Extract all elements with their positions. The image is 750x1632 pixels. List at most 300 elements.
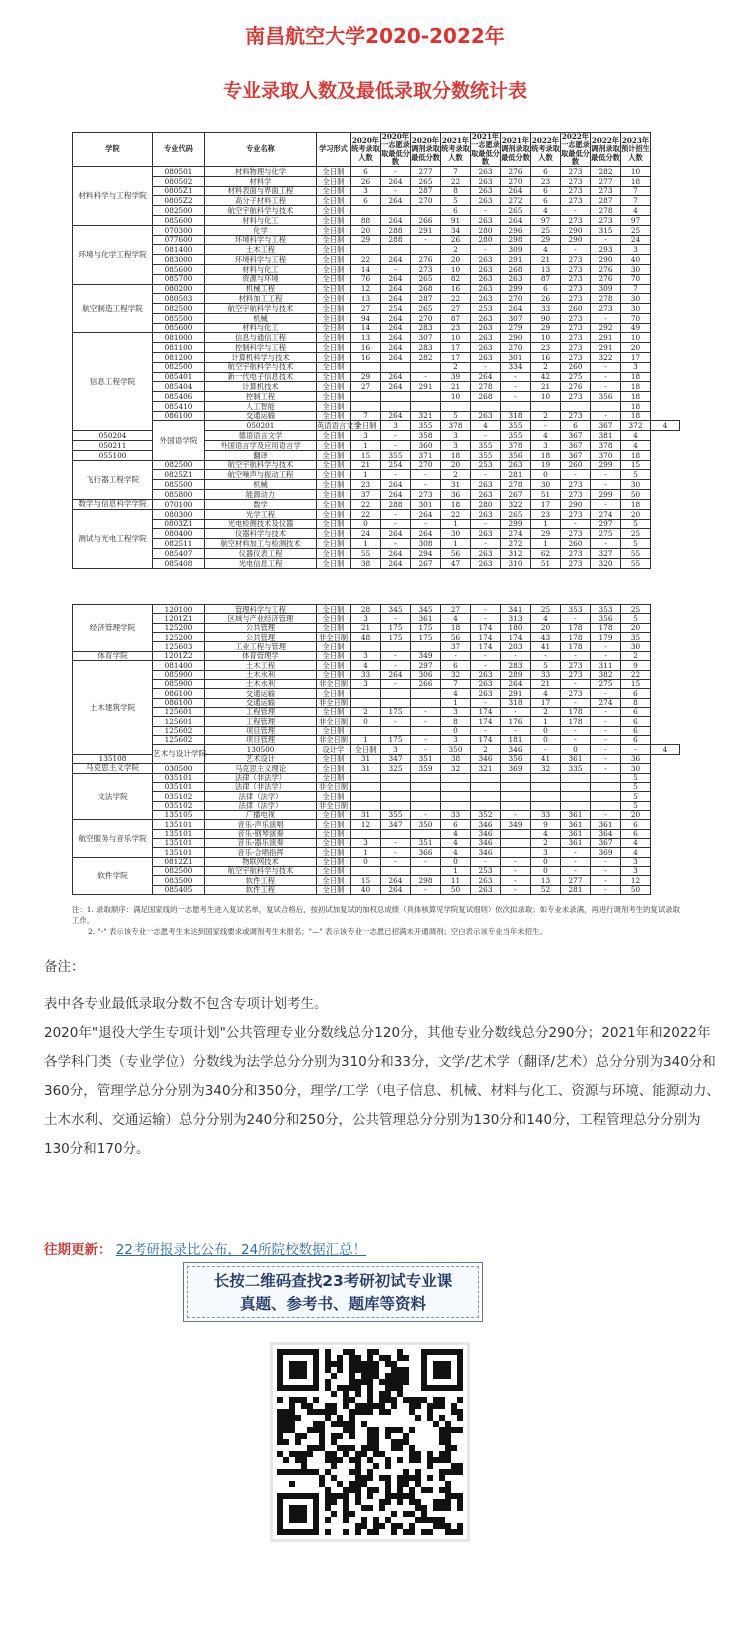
table-cell: 航空宇航科学与技术: [205, 362, 317, 372]
table-cell: 273: [561, 333, 591, 343]
table-cell: 264: [501, 216, 531, 226]
table-cell: 085406: [153, 392, 205, 402]
table-cell: 263: [471, 196, 501, 206]
table-cell: 299: [501, 519, 531, 529]
table-cell: 3: [351, 431, 381, 441]
table-cell: 280: [471, 225, 501, 235]
table-cell: 8: [621, 698, 651, 707]
table-cell: 264: [381, 558, 411, 568]
table-cell: 273: [591, 216, 621, 226]
table-cell: 347: [381, 820, 411, 829]
table-cell: 3: [351, 186, 381, 196]
table-cell: 273: [561, 411, 591, 421]
table-cell: 360: [411, 441, 441, 451]
table-cell: -: [591, 382, 621, 392]
table-cell: 309: [501, 245, 531, 255]
table-cell: [351, 773, 381, 782]
table-cell: 372: [621, 421, 651, 431]
table-cell: 全日制: [317, 773, 351, 782]
table-cell: [411, 401, 441, 411]
table-cell: 6: [441, 820, 471, 829]
table-cell: 1: [351, 441, 381, 451]
table-cell: 18: [441, 623, 471, 632]
table-cell: 机械工程: [205, 284, 317, 294]
table-cell: -: [411, 857, 441, 866]
table-cell: 291: [591, 333, 621, 343]
table-row: [73, 255, 680, 265]
table-cell: 135101: [153, 848, 205, 857]
table-cell: 273: [561, 343, 591, 353]
table-cell: 18: [531, 450, 561, 460]
table-cell: 33: [441, 810, 471, 819]
table-cell: 081100: [153, 343, 205, 353]
table-cell: [411, 642, 441, 651]
table-cell: 270: [501, 294, 531, 304]
table-cell: -: [471, 726, 501, 735]
table-cell: -: [471, 431, 501, 441]
table-cell: 272: [501, 539, 531, 549]
table-cell: 5: [621, 614, 651, 623]
table-cell: 全日制: [317, 499, 351, 509]
table-cell: 20: [351, 225, 381, 235]
header-cell: 2020年统考录取人数: [351, 133, 381, 167]
college-cell: 数学与信息科学学院: [73, 499, 153, 509]
table-cell: 0812Z1: [153, 857, 205, 866]
table-cell: -: [591, 866, 621, 875]
table-cell: 光学工程: [205, 509, 317, 519]
table-cell: 32: [441, 763, 471, 773]
table-cell: 法律（非法学）: [205, 782, 317, 791]
table-cell: 22: [351, 509, 381, 519]
qr-code-image[interactable]: [270, 1342, 470, 1542]
table-cell: 274: [591, 698, 621, 707]
table-cell: 2: [531, 707, 561, 716]
table-cell: 全日制: [317, 754, 351, 763]
table-cell: 297: [411, 661, 441, 670]
table-cell: 267: [501, 489, 531, 499]
table-cell: 035102: [153, 801, 205, 810]
table-cell: 10: [621, 167, 651, 177]
table-cell: 16: [441, 284, 471, 294]
table-cell: 55: [621, 558, 651, 568]
table-cell: [411, 782, 441, 791]
past-updates: [44, 1238, 366, 1258]
table-cell: 355: [471, 441, 501, 451]
table-cell: 控制工程: [205, 392, 317, 402]
table-cell: -: [381, 186, 411, 196]
table-cell: 全日制: [317, 726, 351, 735]
table-cell: 289: [501, 670, 531, 679]
table-cell: 181: [501, 735, 531, 744]
table-cell: 361: [561, 829, 591, 838]
table-cell: 3: [381, 421, 411, 431]
table-cell: 378: [591, 441, 621, 451]
table-cell: 全日制: [317, 642, 351, 651]
table-cell: [411, 726, 441, 735]
admission-table-1: [72, 132, 680, 569]
table-cell: 工程管理: [205, 707, 317, 716]
table-row: [73, 866, 680, 875]
table-cell: 0: [441, 726, 471, 735]
table-cell: 17: [531, 499, 561, 509]
table-cell: 2: [441, 245, 471, 255]
table-cell: [561, 401, 591, 411]
table-cell: -: [561, 614, 591, 623]
table-cell: [501, 401, 531, 411]
table-cell: 30: [441, 529, 471, 539]
table-cell: -: [381, 264, 411, 274]
table-cell: [501, 792, 531, 801]
table-cell: 36: [441, 489, 471, 499]
table-cell: 274: [501, 529, 531, 539]
table-cell: 050211: [73, 441, 153, 451]
table-cell: 4: [441, 689, 471, 698]
table-cell: 32: [531, 763, 561, 773]
table-cell: -: [471, 539, 501, 549]
table-cell: 全日制: [317, 614, 351, 623]
table-cell: 0: [561, 745, 591, 754]
table-cell: 350: [441, 745, 471, 754]
table-cell: 265: [501, 206, 531, 216]
table-cell: 7: [621, 186, 651, 196]
table-cell: 25: [621, 529, 651, 539]
table-cell: 5: [531, 661, 561, 670]
table-cell: 321: [471, 763, 501, 773]
table-cell: -: [471, 470, 501, 480]
table-cell: 42: [531, 372, 561, 382]
table-cell: 环境科学与工程: [205, 235, 317, 245]
table-cell: 全日制: [317, 519, 351, 529]
table-cell: 4: [441, 829, 471, 838]
table-cell: 268: [411, 284, 441, 294]
table-cell: 346: [471, 820, 501, 829]
table-cell: -: [561, 698, 591, 707]
table-row: [73, 509, 680, 519]
table-cell: -: [501, 866, 531, 875]
table-cell: 281: [561, 885, 591, 895]
table-cell: 全日制: [317, 274, 351, 284]
table-row: [73, 558, 680, 568]
table-cell: 56: [441, 548, 471, 558]
table-cell: 253: [471, 866, 501, 875]
table-cell: 14: [351, 264, 381, 274]
table-cell: 175: [381, 735, 411, 744]
table-cell: -: [411, 717, 441, 726]
table-cell: -: [471, 519, 501, 529]
table-cell: 263: [471, 876, 501, 885]
table-cell: 176: [501, 717, 531, 726]
table-cell: 10: [441, 333, 471, 343]
table-cell: -: [381, 857, 411, 866]
table-cell: 263: [471, 274, 501, 284]
table-cell: 263: [471, 885, 501, 895]
table-cell: -: [411, 745, 441, 754]
table-cell: 085600: [153, 216, 205, 226]
table-cell: 70: [621, 274, 651, 284]
table-row: [73, 717, 680, 726]
table-cell: 175: [381, 707, 411, 716]
table-cell: 264: [411, 529, 441, 539]
table-cell: [351, 245, 381, 255]
table-cell: -: [381, 470, 411, 480]
table-cell: 276: [411, 255, 441, 265]
table-cell: 39: [441, 372, 471, 382]
table-cell: 278: [591, 294, 621, 304]
table-cell: 264: [381, 670, 411, 679]
table-cell: 交通运输: [205, 411, 317, 421]
header-cell: 专业名称: [205, 133, 317, 167]
table-cell: 音乐-钢琴演奏: [205, 829, 317, 838]
past-updates-link[interactable]: 22考研报录比公布，24所院校数据汇总！: [115, 1242, 367, 1258]
table-cell: 全日制: [317, 401, 351, 411]
table-cell: 18: [621, 411, 651, 421]
table-row: [73, 820, 680, 829]
table-cell: 20: [531, 623, 561, 632]
table-cell: 22: [441, 176, 471, 186]
table-cell: 135101: [153, 838, 205, 847]
table-cell: 263: [471, 679, 501, 688]
table-cell: 36: [621, 754, 651, 763]
table-cell: 材料物理与化学: [205, 167, 317, 177]
table-cell: -: [591, 885, 621, 895]
table-cell: 21: [441, 382, 471, 392]
table-cell: -: [471, 651, 501, 661]
college-cell: 环境与化学工程学院: [73, 225, 153, 284]
table-row: [73, 529, 680, 539]
table-cell: 56: [441, 632, 471, 641]
table-cell: 全日制: [317, 558, 351, 568]
table-cell: 264: [381, 885, 411, 895]
header-cell: 2023年预计招生人数: [621, 133, 651, 167]
table-cell: [351, 206, 381, 216]
table-cell: [351, 792, 381, 801]
table-cell: 299: [591, 489, 621, 499]
table-cell: 0: [531, 726, 561, 735]
table-cell: 光电检测技术及仪器: [205, 519, 317, 529]
table-cell: -: [501, 392, 531, 402]
table-cell: 18: [621, 372, 651, 382]
table-cell: 项目管理: [205, 726, 317, 735]
table-cell: 273: [561, 670, 591, 679]
table-cell: 全日制: [317, 470, 351, 480]
table-cell: 广播电视: [205, 810, 317, 819]
table-cell: 085800: [153, 489, 205, 499]
table-cell: 125602: [153, 726, 205, 735]
table-cell: [381, 866, 411, 875]
table-cell: 085404: [153, 382, 205, 392]
table-cell: 254: [381, 304, 411, 314]
table-cell: [381, 792, 411, 801]
table-cell: 290: [561, 235, 591, 245]
table-cell: 全日制: [317, 820, 351, 829]
table-cell: 264: [501, 186, 531, 196]
table-row: [73, 876, 680, 885]
table-cell: 276: [561, 382, 591, 392]
table-cell: 数学: [205, 499, 317, 509]
admission-table-2: [72, 604, 680, 895]
table-cell: 260: [561, 539, 591, 549]
table-cell: 6: [621, 707, 651, 716]
table-row: [73, 313, 680, 323]
header-cell: 2020年一志愿录取最低分数: [381, 132, 410, 166]
page-title: 南昌航空大学2020-2022年: [245, 24, 505, 48]
table-cell: 3: [351, 838, 381, 847]
table-cell: 263: [471, 284, 501, 294]
table-cell: 367: [591, 421, 621, 431]
table-cell: -: [591, 362, 621, 372]
table-cell: 359: [411, 763, 441, 773]
table-cell: 3: [621, 857, 651, 866]
table-cell: 29: [531, 323, 561, 333]
table-cell: 264: [381, 343, 411, 353]
table-cell: 080300: [153, 509, 205, 519]
table-cell: 1: [441, 519, 471, 529]
table-cell: 30: [621, 642, 651, 651]
table-cell: -: [591, 499, 621, 509]
table-cell: 27: [441, 605, 471, 614]
table-cell: 175: [381, 623, 411, 632]
table-cell: -: [591, 754, 621, 763]
table-cell: 178: [561, 642, 591, 651]
table-cell: 346: [471, 754, 501, 763]
table-cell: -: [591, 707, 621, 716]
table-cell: 材料学: [205, 176, 317, 186]
table-cell: 1: [531, 717, 561, 726]
table-cell: 080503: [153, 294, 205, 304]
table-cell: 1: [351, 539, 381, 549]
table-cell: 26: [351, 176, 381, 186]
table-cell: 174: [471, 623, 501, 632]
table-cell: [471, 773, 501, 782]
table-cell: 371: [411, 450, 441, 460]
table-cell: 322: [591, 352, 621, 362]
table-cell: 273: [561, 284, 591, 294]
table-cell: 全日制: [317, 838, 351, 847]
table-cell: -: [471, 614, 501, 623]
table-cell: 16: [351, 343, 381, 353]
table-cell: 人工智能: [205, 401, 317, 411]
table-cell: 全日制: [317, 245, 351, 255]
table-cell: 88: [351, 216, 381, 226]
table-cell: 30: [621, 480, 651, 490]
table-cell: -: [531, 651, 561, 661]
table-cell: 4: [441, 614, 471, 623]
table-cell: 3: [621, 362, 651, 372]
table-row: [73, 167, 680, 177]
table-cell: 化学: [205, 225, 317, 235]
table-cell: 公共管理: [205, 623, 317, 632]
table-cell: -: [561, 651, 591, 661]
table-cell: 全日制: [317, 605, 351, 614]
table-cell: 263: [471, 333, 501, 343]
table-cell: 法律（法学）: [205, 801, 317, 810]
table-cell: 23: [531, 176, 561, 186]
table-cell: 299: [501, 284, 531, 294]
table-cell: 4: [621, 441, 651, 451]
table-cell: 35: [621, 632, 651, 641]
table-cell: 263: [471, 255, 501, 265]
table-cell: 085600: [153, 323, 205, 333]
table-cell: 计算机科学与技术: [205, 352, 317, 362]
table-cell: -: [591, 313, 621, 323]
table-cell: 7: [621, 196, 651, 206]
table-cell: 全日制: [317, 480, 351, 490]
table-cell: 10: [621, 333, 651, 343]
table-cell: 345: [381, 605, 411, 614]
table-cell: 20: [441, 460, 471, 470]
table-cell: 33: [531, 670, 561, 679]
table-cell: 41: [531, 642, 561, 651]
table-cell: 085900: [153, 679, 205, 688]
table-cell: 29: [351, 235, 381, 245]
table-cell: 0: [531, 470, 561, 480]
table-row: [73, 294, 680, 304]
notes-paragraph-2: 2020年"退役大学生专项计划"公共管理专业分数线总分120分，其他专业分数线总分290分；2021年和2022年各学科门类（专业学位）分数线为法学总分分别为310分和33分，文学/艺术学（翻译/艺术）总分分别为340分和360分，管理学总分分别为340分和350分，理学/工学（电子信息、机械、材料与化工、资源与环境、能源动力、土木水利、交通运输）总分分别为240分和250分，公共管理总分分别为130分和140分，工程管理总分分别为130分和170分。: [44, 1025, 720, 1157]
table-cell: 6: [441, 661, 471, 670]
table-cell: 361: [411, 614, 441, 623]
table-cell: 6: [621, 717, 651, 726]
table-cell: [411, 362, 441, 372]
table-cell: 30: [621, 264, 651, 274]
table-cell: -: [501, 707, 531, 716]
table-row: [73, 343, 680, 353]
table-cell: 22: [621, 670, 651, 679]
table-cell: 349: [501, 820, 531, 829]
table-cell: 航空噪声与振动工程: [205, 470, 317, 480]
table-cell: 301: [411, 499, 441, 509]
table-cell: -: [471, 698, 501, 707]
table-cell: 项目管理: [205, 735, 317, 744]
table-row: [73, 284, 680, 294]
table-cell: 21: [531, 679, 561, 688]
table-cell: -: [411, 372, 441, 382]
table-cell: 288: [381, 235, 411, 245]
table-cell: [501, 838, 531, 847]
table-cell: 5: [621, 539, 651, 549]
table-cell: 265: [411, 274, 441, 284]
table-cell: 音乐-合唱指挥: [205, 848, 317, 857]
table-cell: -: [411, 235, 441, 245]
page-subtitle: 专业录取人数及最低录取分数统计表: [222, 80, 527, 102]
table-cell: 4: [621, 848, 651, 857]
table-cell: 机械: [205, 313, 317, 323]
table-cell: 264: [381, 382, 411, 392]
table-cell: [531, 401, 561, 411]
table-cell: 26: [531, 294, 561, 304]
college-cell: 航空服务与音乐学院: [73, 820, 153, 857]
table-cell: 263: [471, 264, 501, 274]
table-cell: 非全日制: [317, 632, 351, 641]
table-cell: 4: [531, 245, 561, 255]
table-row: [73, 333, 680, 343]
college-cell: 材料科学与工程学院: [73, 167, 153, 226]
table-cell: [441, 773, 471, 782]
table-cell: 全日制: [317, 489, 351, 499]
table-cell: -: [471, 206, 501, 216]
table-cell: 055100: [73, 450, 153, 460]
table-cell: 085405: [153, 885, 205, 895]
table-cell: 264: [381, 529, 411, 539]
college-cell: 飞行器工程学院: [73, 460, 153, 499]
table-cell: 全日制: [317, 450, 351, 460]
table-cell: 30: [621, 304, 651, 314]
table-cell: -: [411, 885, 441, 895]
table-cell: -: [561, 866, 591, 875]
table-cell: -: [591, 470, 621, 480]
table-cell: 287: [411, 294, 441, 304]
table-cell: 全日制: [317, 623, 351, 632]
table-cell: 273: [561, 196, 591, 206]
